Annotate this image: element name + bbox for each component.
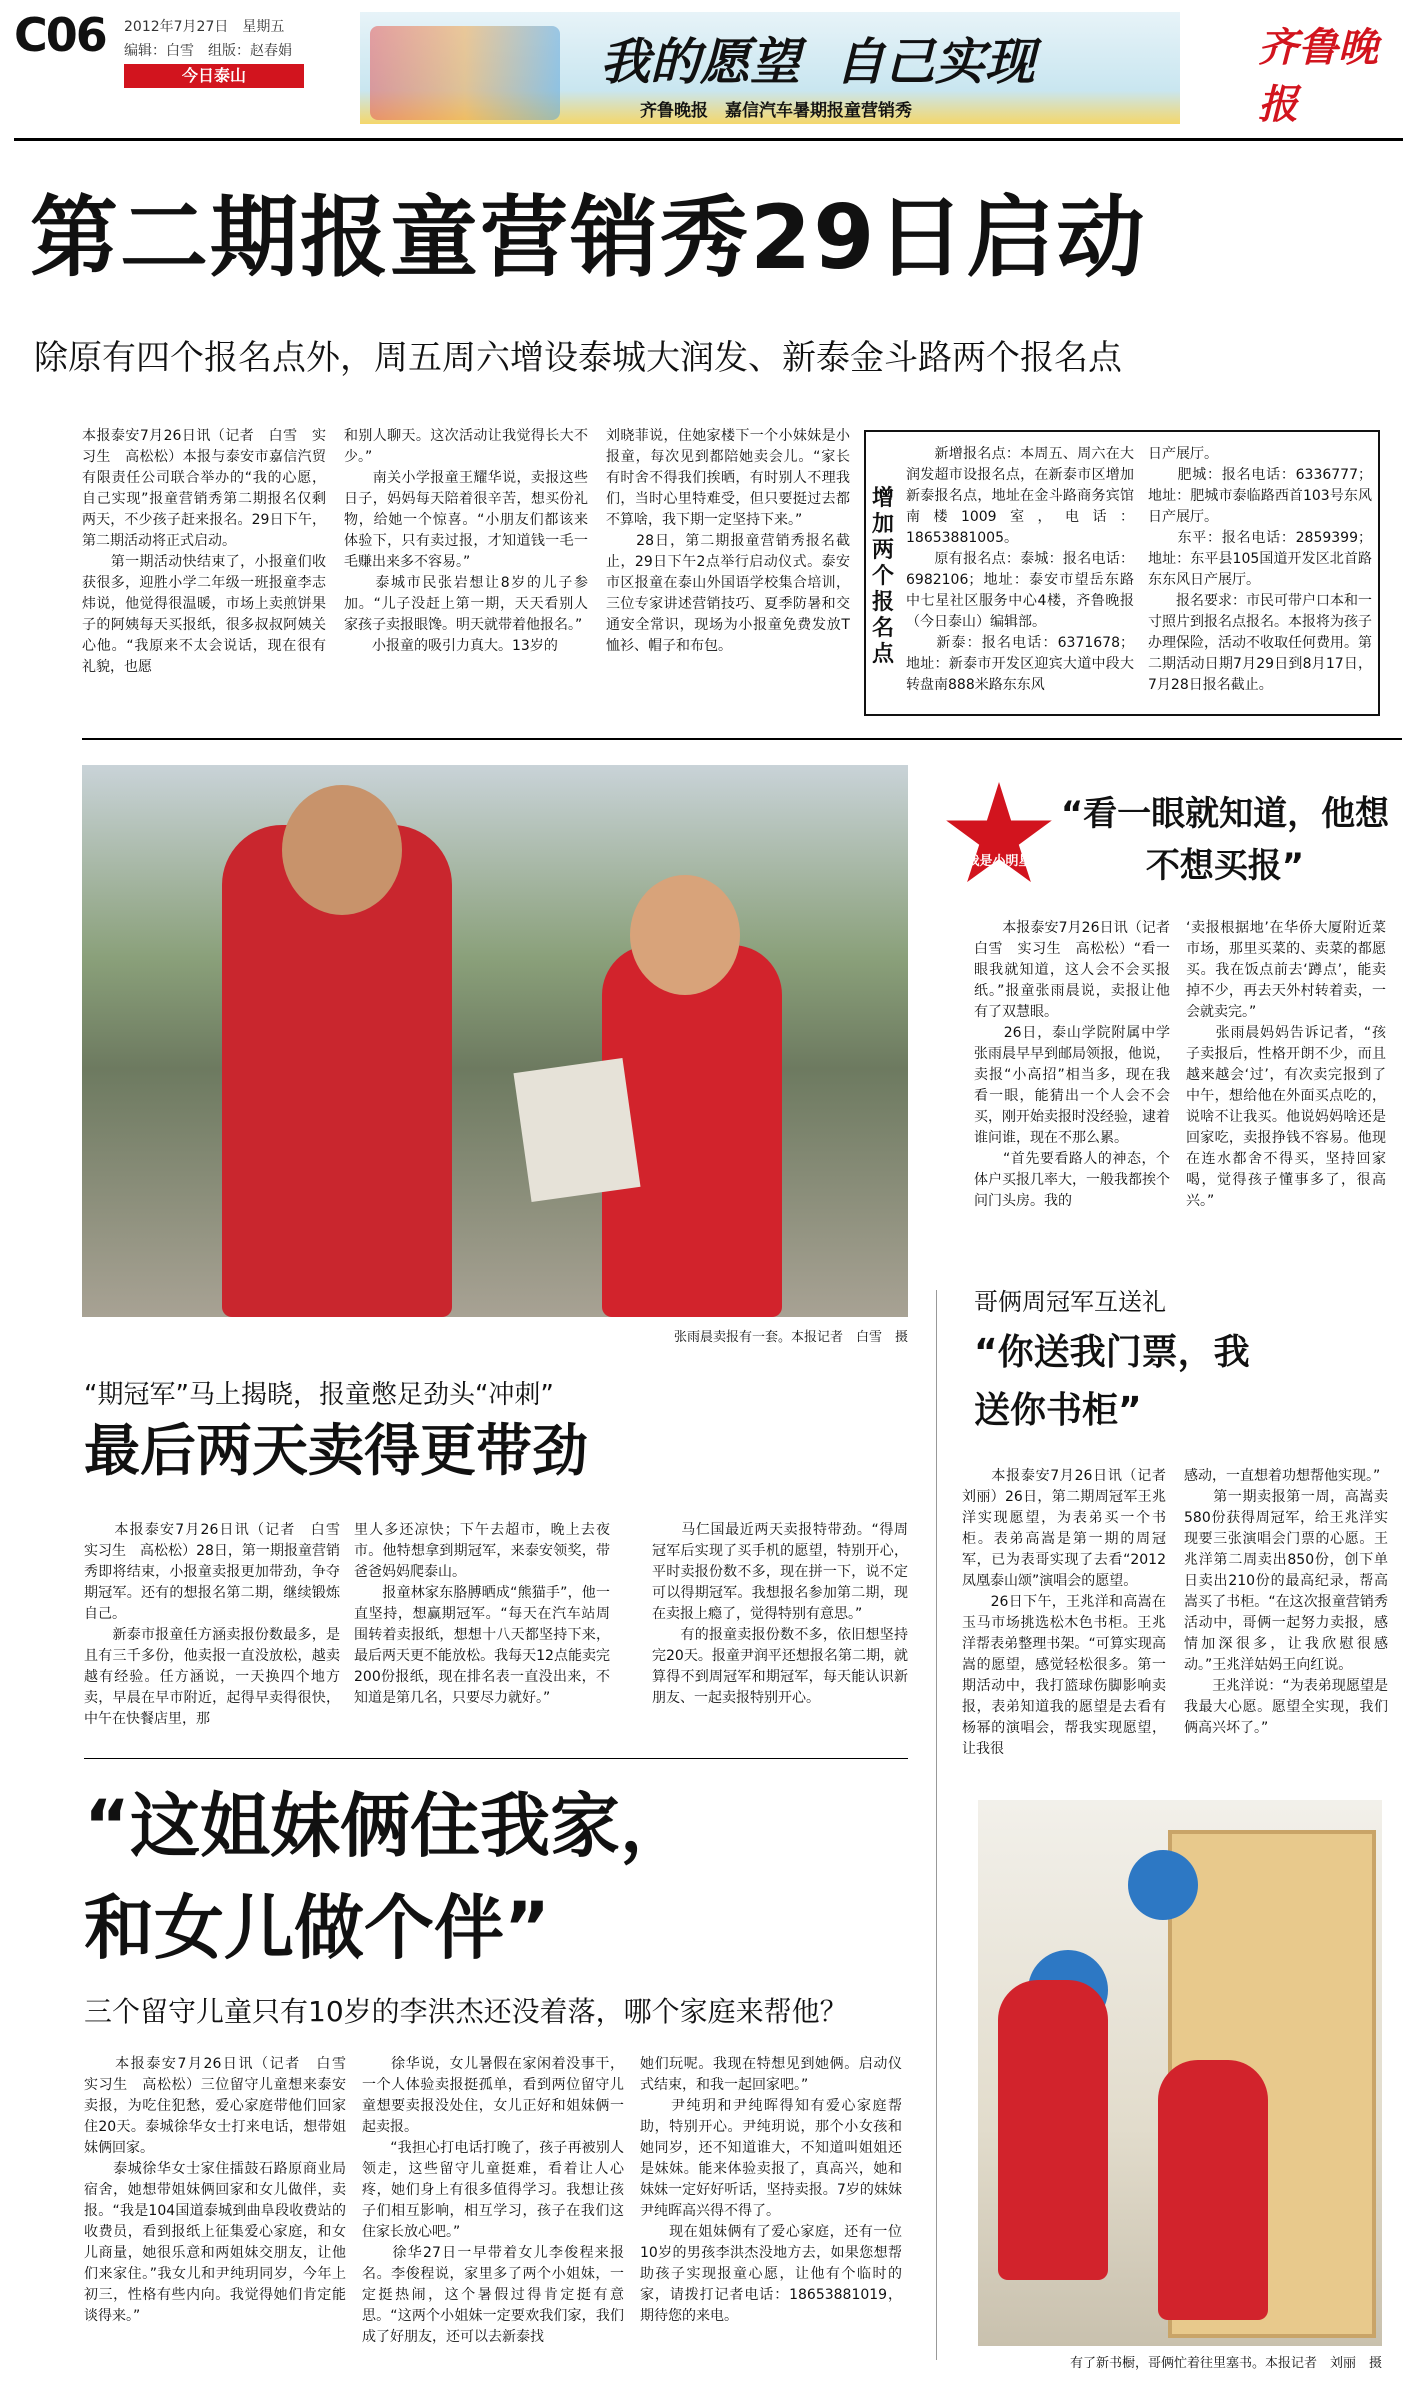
lead-column-2: 和别人聊天。这次活动让我觉得长大不少。” 南关小学报童王耀华说，卖报这些日子，妈妈每天陪着很辛苦，想买份礼物，给她一个惊喜。“小朋友们都该来体验下，只有卖过报，才知道钱一毛一毛赚出来多不容易。” 泰城市民张岩想让8岁的儿子参加。“儿子没赶上第一期，天天看别人家孩子卖报眼馋。明天就带着他报名。” 小报童的吸引力真大。13岁的 — [344, 428, 588, 654]
column-divider — [936, 1290, 937, 2360]
sisters-subhead: 三个留守儿童只有10岁的李洪杰还没着落，哪个家庭来帮他？ — [84, 1995, 848, 2028]
final-headline: 最后两天卖得更带劲 — [84, 1419, 588, 1484]
paper-logo: 齐鲁晚报 — [1258, 24, 1378, 128]
star-column-1: 本报泰安7月26日讯（记者 白雪 实习生 高松松）“看一眼我就知道，这人会不会买报纸。”报童张雨晨说，卖报让他有了双慧眼。 26日，泰山学院附属中学张雨晨早早到邮局领报，他说，卖报“小高招”相当多，现在我看一眼，能猜出一个人会不会买，刚开始卖报时没经验，逮着谁问谁，现在不那么累。 “首先要看路人的神态，个体户买报几率大，一般我都挨个问门头房。我的 — [974, 920, 1170, 1209]
banner — [360, 12, 1180, 124]
star-badge — [944, 782, 1054, 892]
page-code: C06 — [14, 8, 106, 62]
photo-globe-right — [1128, 1850, 1198, 1920]
sisters-column-2: 徐华说，女儿暑假在家闲着没事干，一个人体验卖报挺孤单，看到两位留守儿童想要卖报没处住，女儿正好和姐妹俩一起卖报。 “我担心打电话打晚了，孩子再被别人领走，这些留守儿童挺难，看着让人心疼，她们身上有很多值得学习。我想让孩子们相互影响，相互学习，孩子在我们这住家长放心吧。” 徐华27日一早带着女儿李俊程来报名。李俊程说，家里多了两个小姐妹，一定挺热闹，这个暑假过得肯定挺有意思。“这两个小姐妹一定要欢我们家，我们成了好朋友，还可以去新泰找 — [362, 2056, 624, 2345]
signup-column-1: 新增报名点：本周五、周六在大润发超市设报名点，在新泰市区增加新泰报名点，地址在金斗路商务宾馆南楼1009室，电话：18653881005。 原有报名点：泰城：报名电话：6982106；地址：泰安市望岳东路中七星社区服务中心4楼，齐鲁晚报（今日泰山）编辑部。 新泰：报名电话：6371678；地址：新泰市开发区迎宾大道中段大转盘南888米路东东风 — [906, 446, 1134, 693]
banner-slogan: 我的愿望 自己实现 — [600, 32, 1035, 91]
photo-brothers-bookshelf — [978, 1800, 1382, 2346]
final-column-3: 马仁国最近两天卖报特带劲。“得周冠军后实现了买手机的愿望，特别开心，平时卖报份数不多，现在拼一下，说不定可以得期冠军。我想报名参加第二期，现在卖报上瘾了，觉得特别有意思。” 有的报童卖报份数不多，依旧想坚持完20天。报童尹润平还想报名第二期，就算得不到周冠军和期冠军，每天能认识新朋友、一起卖报特别开心。 — [652, 1522, 908, 1706]
photo-man-head — [282, 785, 402, 915]
lead-headline: 第二期报童营销秀29日启动 — [30, 186, 1147, 289]
photo-newsboy-selling — [82, 765, 908, 1317]
exchange-column-1: 本报泰安7月26日讯（记者 刘丽）26日，第二期周冠军王兆洋实现愿望，为表弟买一个书柜。表弟高嵩是第一期的周冠军，已为表哥实现了去看“2012凤凰泰山颂”演唱会的愿望。 26日下午，王兆洋和高嵩在玉马市场挑选松木色书柜。王兆洋帮表弟整理书架。“可算实现高嵩的愿望，感觉轻松很多。第一期活动中，我打篮球伤脚影响卖报，表弟知道我的愿望是去看有杨幂的演唱会，帮我实现愿望，让我很 — [962, 1468, 1166, 1757]
lead-column-1: 本报泰安7月26日讯（记者 白雪 实习生 高松松）本报与泰安市嘉信汽贸有限责任公司联合举办的“我的心愿，自己实现”报童营销秀第二期报名仅剩两天，不少孩子赶来报名。29日下午，第二期活动将正式启动。 第一期活动快结束了，小报童们收获很多，迎胜小学二年级一班报童李志炜说，他觉得很温暖，市场上卖煎饼果子的阿姨每天买报纸，很多叔叔阿姨关心他。“我原来不太会说话，现在很有礼貌，也愿 — [82, 428, 326, 675]
sisters-column-1: 本报泰安7月26日讯（记者 白雪 实习生 高松松）三位留守儿童想来泰安卖报，为吃住犯愁，爱心家庭带他们回家住20天。泰城徐华女士打来电话，想带姐妹俩回家。 泰城徐华女士家住擂鼓石路原商业局宿舍，她想带姐妹俩回家和女儿做伴，卖报。“我是104国道泰城到曲阜段收费站的收费员，看到报纸上征集爱心家庭，和女儿商量，她很乐意和两姐妹交朋友，让他们来家住。”我女儿和尹纯玥同岁，今年上初三，性格有些内向。我觉得她们肯定能谈得来。” — [84, 2056, 346, 2324]
exchange-kicker: 哥俩周冠军互送礼 — [974, 1288, 1166, 1316]
masthead-rule — [14, 138, 1403, 141]
signup-vertical-title: 增加两个报名点 — [872, 486, 895, 667]
photo1-caption: 张雨晨卖报有一套。本报记者 白雪 摄 — [673, 1330, 908, 1345]
banner-subtitle: 齐鲁晚报 嘉信汽车暑期报童营销秀 — [640, 101, 912, 121]
final-column-2: 里人多还凉快；下午去超市，晚上去夜市。他特想拿到期冠军，来泰安领奖，带爸爸妈妈爬泰山。 报童林家东胳膊晒成“熊猫手”，他一直坚持，想赢期冠军。“每天在汽车站周围转着卖报纸，想想十八天都坚持下来，最后两天更不能放松。我每天12点能卖完200份报纸，现在排名表一直没出来，不知道是第几名，只要尽力就好。” — [354, 1522, 610, 1706]
banner-kids-illustration — [370, 26, 560, 120]
final-kicker: “期冠军”马上揭晓，报童憋足劲头“冲刺” — [84, 1380, 554, 1410]
star-column-2: ‘卖报根据地’在华侨大厦附近菜市场，那里买菜的、卖菜的都愿买。我在饭点前去‘蹲点’，能卖掉不少，再去天外村转着卖，一会就卖完。” 张雨晨妈妈告诉记者，“孩子卖报后，性格开朗不少，而且越来越会‘过’，有次卖完报到了中午，想给他在外面买点吃的，说啥不让我买。他说妈妈啥还是回家吃，卖报挣钱不容易。他现在连水都舍不得买，坚持回家喝，觉得孩子懂事多了，很高兴。” — [1186, 920, 1386, 1209]
exchange-headline: “你送我门票，我送你书柜” — [974, 1332, 1250, 1431]
final-column-1: 本报泰安7月26日讯（记者 白雪 实习生 高松松）28日，第一期报童营销秀即将结束，小报童卖报更加带劲，争夺期冠军。还有的想报名第二期，继续锻炼自己。 新泰市报童任方涵卖报份数最多，是且有三千多份，他卖报一直没放松，越卖越有经验。任方涵说，一天换四个地方卖，早晨在早市附近，起得早卖得很快，中午在快餐店里，那 — [84, 1522, 340, 1727]
sisters-column-3: 她们玩呢。我现在特想见到她俩。启动仪式结束，和我一起回家吧。” 尹纯玥和尹纯晖得知有爱心家庭帮助，特别开心。尹纯玥说，那个小女孩和她同岁，还不知道谁大，不知道叫姐姐还是妹妹。能来体验卖报了，真高兴，她和妹妹一定好好听话，坚持卖报。7岁的妹妹尹纯晖高兴得不得了。 现在姐妹俩有了爱心家庭，还有一位10岁的男孩李洪杰没地方去，如果您想帮助孩子实现报童心愿，让他有个临时的家，请拨打记者电话：18653881019，期待您的来电。 — [640, 2056, 902, 2324]
lead-column-3: 刘晓菲说，住她家楼下一个小妹妹是小报童，每次见到都陪她卖会儿。“家长有时舍不得我们挨晒，有时别人不理我们，当时心里特难受，但只要挺过去都不算啥，我下期一定坚持下来。” 28日，第二期报童营销秀报名截止，29日下午2点举行启动仪式。泰安市区报童在泰山外国语学校集合培训，三位专家讲述营销技巧、夏季防暑和交通安全常识，现场为小报童免费发放T恤衫、帽子和布包。 — [606, 428, 850, 654]
final-bottom-rule — [84, 1758, 908, 1759]
sisters-headline-1: “这姐妹俩住我家， — [84, 1785, 691, 1867]
masthead-date: 2012年7月27日 星期五 — [124, 19, 285, 35]
signup-column-2: 日产展厅。 肥城：报名电话：6336777；地址：肥城市泰临路西首103号东风日产展厅。 东平：报名电话：2859399；地址：东平县105国道开发区北首路东东风日产展厅。 报名要求：市民可带户口本和一寸照片到报名点报名。本报将为孩子办理保险，活动不收取任何费用。第二期活动日期7月29日到8月17日，7月28日报名截止。 — [1148, 446, 1372, 693]
photo-newspaper — [513, 1058, 640, 1202]
photo-boy-left — [998, 1980, 1108, 2280]
photo-boy-head — [630, 875, 740, 995]
sisters-headline-2: 和女儿做个伴” — [84, 1887, 551, 1969]
masthead-editors: 编辑：白雪 组版：赵春娟 — [124, 43, 292, 59]
lead-bottom-rule — [82, 738, 1402, 740]
star-headline: “看一眼就知道，他想不想买报” — [1060, 794, 1390, 886]
section-label: 今日泰山 — [124, 64, 304, 88]
lead-subhead: 除原有四个报名点外，周五周六增设泰城大润发、新泰金斗路两个报名点 — [34, 338, 1122, 378]
star-badge-label: 我是小明星 — [966, 854, 1032, 869]
photo-boy-right — [1158, 2060, 1268, 2320]
photo2-caption: 有了新书橱，哥俩忙着往里塞书。本报记者 刘丽 摄 — [1069, 2356, 1382, 2371]
exchange-column-2: 感动，一直想着功想帮他实现。” 第一期卖报第一周，高嵩卖580份获得周冠军，给王兆洋实现要三张演唱会门票的心愿。王兆洋第二周卖出850份，创下单日卖出210份的最高纪录，帮高嵩买了书柜。“在这次报童营销秀活动中，哥俩一起努力卖报，感情加深很多，让我欣慰很感动。”王兆洋姑妈王向红说。 王兆洋说：“为表弟现愿望是我最大心愿。愿望全实现，我们俩高兴坏了。” — [1184, 1468, 1388, 1736]
